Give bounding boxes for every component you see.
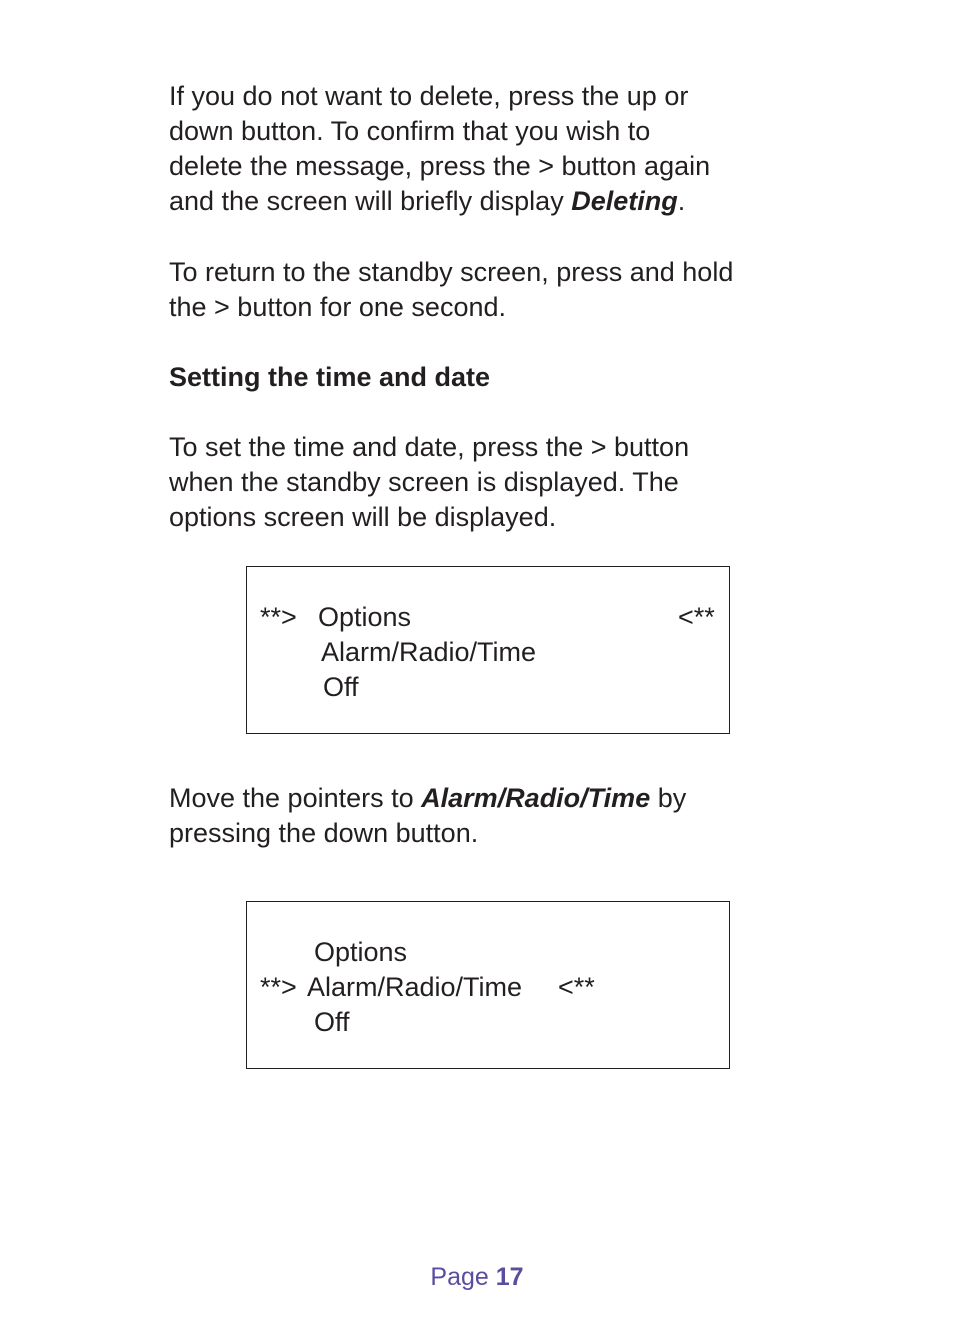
- pointer-right: <**: [678, 602, 715, 632]
- emphasis-alarm-radio-time: Alarm/Radio/Time: [421, 783, 651, 813]
- lcd-line-options: Options: [318, 602, 412, 632]
- text-line: [169, 781, 809, 816]
- text-line: down button. To confirm that you wish to: [169, 116, 651, 146]
- text-line: To set the time and date, press the > button: [169, 432, 690, 462]
- text-line: To return to the standby screen, press and hold: [169, 257, 734, 287]
- lcd-line-off: Off: [323, 672, 359, 702]
- paragraph-move: [169, 781, 809, 851]
- text-line: delete the message, press the > button again: [169, 151, 711, 181]
- pointer-left: **>: [260, 602, 297, 632]
- text-line: the > button for one second.: [169, 292, 506, 322]
- page-label: Page: [430, 1263, 489, 1291]
- pointer-left: **>: [260, 972, 297, 1002]
- text-line: pressing the down button.: [169, 818, 479, 848]
- section-heading: Setting the time and date: [169, 362, 491, 392]
- emphasis-deleting: Deleting: [571, 186, 678, 216]
- text-segment: by: [650, 783, 687, 813]
- paragraph-delete: [169, 79, 809, 219]
- text-line: If you do not want to delete, press the up or: [169, 81, 689, 111]
- paragraph-standby: [169, 255, 809, 325]
- page-number: 17: [495, 1263, 524, 1291]
- lcd-screen-alarm: [246, 901, 730, 1069]
- text-segment: Move the pointers to: [169, 783, 422, 813]
- lcd-line-alarm-radio-time: Alarm/Radio/Time: [321, 637, 537, 667]
- lcd-line-alarm-radio-time: Alarm/Radio/Time: [307, 972, 523, 1002]
- lcd-line-options: Options: [314, 937, 408, 967]
- text-line: when the standby screen is displayed. The: [169, 467, 679, 497]
- paragraph-set-time: [169, 430, 809, 535]
- text-line: options screen will be displayed.: [169, 502, 557, 532]
- text-segment: and the screen will briefly display: [169, 186, 572, 216]
- text-segment: .: [677, 186, 686, 216]
- text-line: [169, 184, 809, 219]
- lcd-screen-options: [246, 566, 730, 734]
- pointer-right: <**: [558, 972, 595, 1002]
- page-footer: [0, 1263, 954, 1292]
- lcd-line-off: Off: [314, 1007, 350, 1037]
